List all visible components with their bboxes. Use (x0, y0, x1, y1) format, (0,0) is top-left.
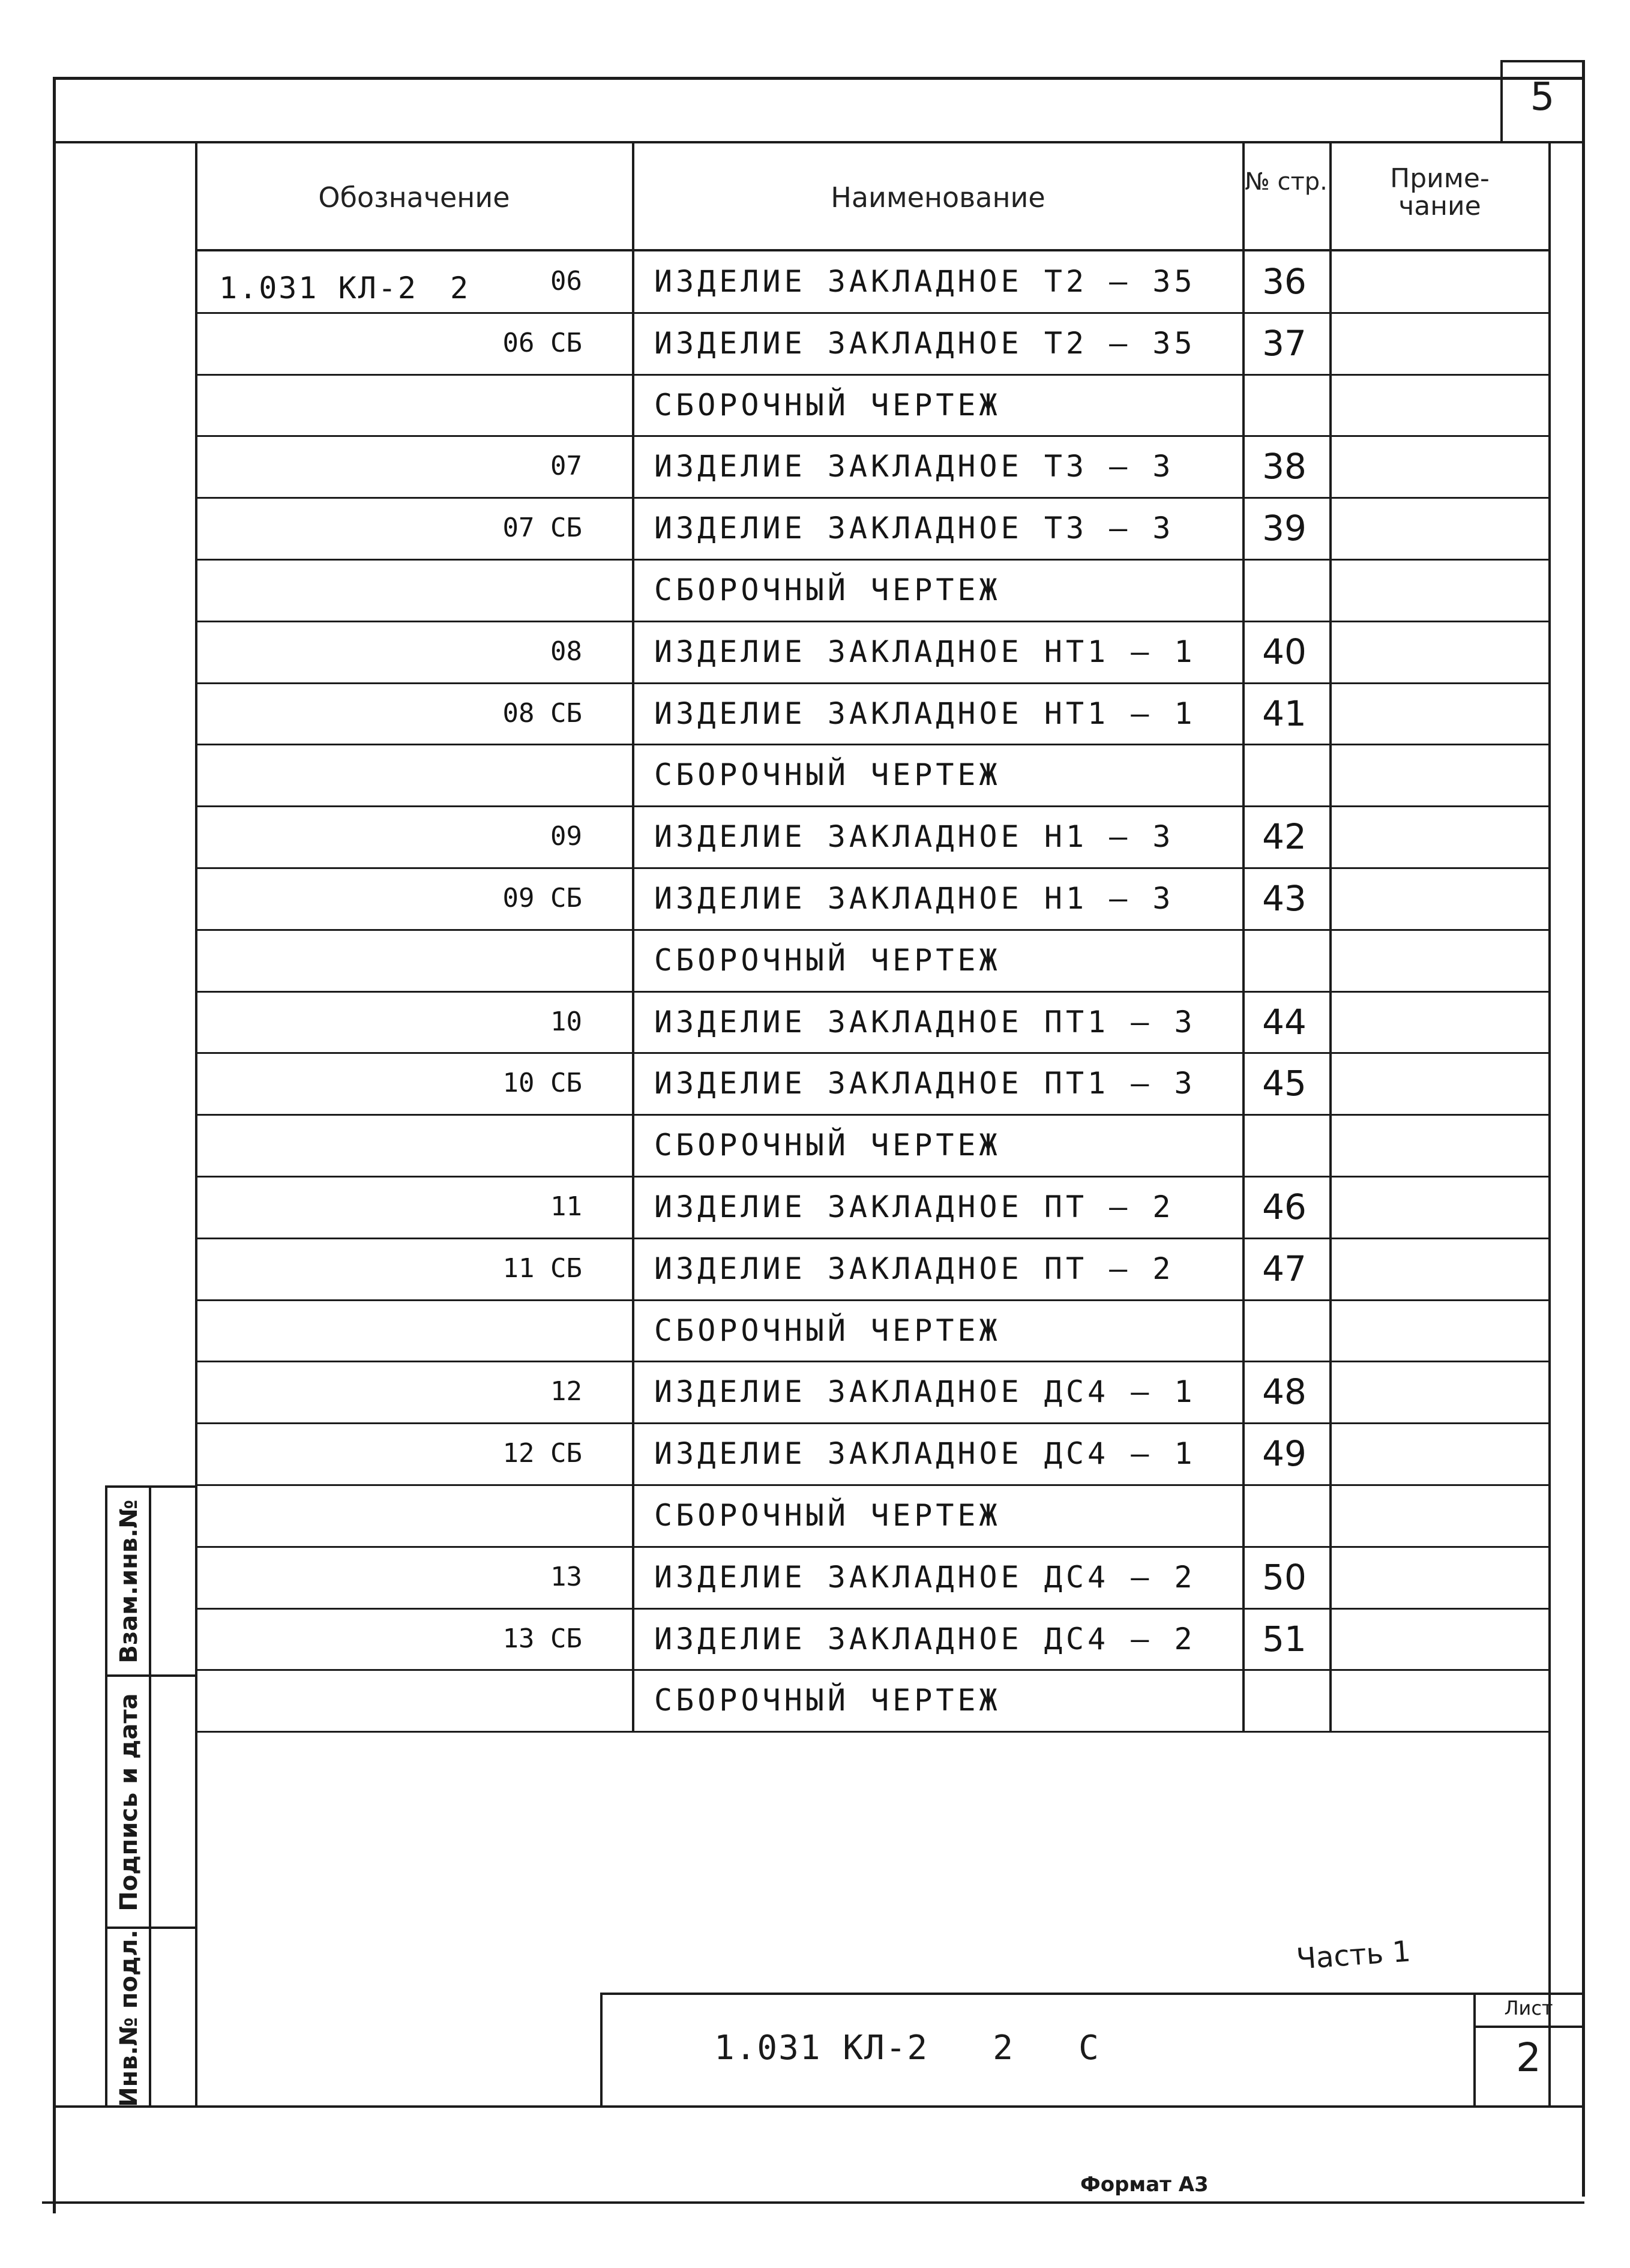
row-page: 46 (1262, 1187, 1307, 1227)
row-page: 47 (1262, 1248, 1307, 1289)
row-code: 12 СБ (502, 1438, 582, 1469)
col-sep-page-note (1329, 141, 1332, 1731)
row-name: ИЗДЕЛИЕ ЗАКЛАДНОЕ ПТ — 2 (654, 1251, 1174, 1286)
row-code: 06 СБ (502, 327, 582, 358)
row-page: 45 (1262, 1063, 1307, 1104)
row-code: 10 (550, 1006, 582, 1037)
row-name: СБОРОЧНЫЙ ЧЕРТЕЖ (654, 573, 1001, 607)
row-code (462, 1670, 582, 1730)
title-sheet-number: 2 (1516, 2035, 1541, 2081)
row-page (1245, 375, 1323, 435)
row-code (462, 375, 582, 435)
row-name: ИЗДЕЛИЕ ЗАКЛАДНОЕ ПТ1 — 3 (654, 1004, 1196, 1039)
col-sep-designation-name (632, 141, 634, 1731)
row-name: СБОРОЧНЫЙ ЧЕРТЕЖ (654, 757, 1001, 793)
frame-bottom (42, 2201, 1584, 2204)
row-name: ИЗДЕЛИЕ ЗАКЛАДНОЕ Н1 — 3 (654, 819, 1174, 855)
row-code: 11 СБ (502, 1253, 582, 1284)
doc-issue: 2 (450, 271, 469, 305)
title-sheet-box-left (1473, 1993, 1476, 2107)
row-name: ИЗДЕЛИЕ ЗАКЛАДНОЕ ДС4 — 1 (654, 1374, 1196, 1410)
row-page (1245, 560, 1323, 620)
row-name: ИЗДЕЛИЕ ЗАКЛАДНОЕ Т2 — 35 (654, 264, 1196, 299)
title-sheet-box-mid (1473, 2026, 1584, 2028)
row-code: 09 СБ (502, 883, 582, 913)
row-page: 36 (1262, 261, 1307, 302)
stamp-top (105, 1485, 196, 1488)
title-block-left (600, 1993, 603, 2107)
title-block-top (600, 1993, 1584, 1995)
label-vzam-inv: Взам.инв.№ (115, 1499, 143, 1664)
title-designation: 1.031 КЛ-2 2 С (714, 2029, 1100, 2068)
row-code: 12 (550, 1376, 582, 1407)
row-name: ИЗДЕЛИЕ ЗАКЛАДНОЕ ДС4 — 1 (654, 1436, 1196, 1472)
row-name: СБОРОЧНЫЙ ЧЕРТЕЖ (654, 387, 1001, 423)
row-page (1245, 1301, 1323, 1361)
row-name: ИЗДЕЛИЕ ЗАКЛАДНОЕ ДС4 — 2 (654, 1559, 1196, 1595)
row-page (1245, 1485, 1323, 1545)
row-page: 51 (1262, 1618, 1307, 1659)
row-name: ИЗДЕЛИЕ ЗАКЛАДНОЕ НТ1 — 1 (654, 634, 1196, 669)
row-page: 43 (1262, 878, 1307, 919)
stamp-h1 (105, 1674, 196, 1677)
frame-right (1582, 60, 1585, 2197)
row-page (1245, 1670, 1323, 1730)
row-code (462, 745, 582, 805)
row-code: 07 (550, 451, 582, 482)
row-name: ИЗДЕЛИЕ ЗАКЛАДНОЕ Т3 — 3 (654, 449, 1174, 484)
row-name: ИЗДЕЛИЕ ЗАКЛАДНОЕ ПТ — 2 (654, 1190, 1174, 1224)
row-code: 09 (550, 821, 582, 852)
stamp-outer-left (105, 1485, 107, 2108)
row-name: ИЗДЕЛИЕ ЗАКЛАДНОЕ НТ1 — 1 (654, 696, 1196, 731)
row-code: 13 (550, 1561, 582, 1592)
row-name: ИЗДЕЛИЕ ЗАКЛАДНОЕ Т3 — 3 (654, 511, 1174, 546)
row-code: 08 СБ (502, 697, 582, 729)
header-name: Наименование (831, 181, 1045, 214)
row-page: 50 (1262, 1556, 1307, 1598)
row-separator (195, 1731, 1550, 1733)
header-separator (53, 141, 1583, 143)
row-name: СБОРОЧНЫЙ ЧЕРТЕЖ (654, 1498, 1001, 1533)
row-code: 13 СБ (502, 1623, 582, 1654)
row-page (1245, 1115, 1323, 1175)
doc-series: 1.031 КЛ-2 (219, 271, 418, 305)
row-code (462, 1301, 582, 1361)
label-inv-podl: Инв.№ подл. (115, 1930, 143, 2107)
header-designation: Обозначение (318, 181, 510, 214)
row-code: 07 СБ (502, 513, 582, 544)
row-page (1245, 745, 1323, 805)
row-name: СБОРОЧНЫЙ ЧЕРТЕЖ (654, 942, 1001, 978)
part-label: Часть 1 (1295, 1934, 1412, 1976)
label-podpis-data: Подпись и дата (115, 1693, 143, 1912)
format-label: Формат А3 (1080, 2173, 1209, 2197)
row-code: 11 (550, 1191, 582, 1222)
frame-top (53, 77, 1583, 80)
row-page: 39 (1262, 508, 1307, 549)
frame-left (53, 77, 56, 2213)
row-code: 06 (550, 266, 582, 296)
row-name: ИЗДЕЛИЕ ЗАКЛАДНОЕ ДС4 — 2 (654, 1621, 1196, 1656)
sheet-box-top (1500, 60, 1584, 62)
col-sep-name-page (1242, 141, 1245, 1731)
stamp-divider (149, 1485, 151, 2108)
row-page: 41 (1262, 693, 1307, 734)
title-sheet-label: Лист (1504, 1997, 1553, 2020)
row-code (462, 560, 582, 620)
row-page: 44 (1262, 1001, 1307, 1042)
header-note: Приме- чание (1390, 163, 1490, 222)
row-page: 49 (1262, 1433, 1307, 1475)
row-name: ИЗДЕЛИЕ ЗАКЛАДНОЕ Н1 — 3 (654, 881, 1174, 916)
sheet-number-top: 5 (1530, 75, 1555, 119)
inner-bottom-line (53, 2105, 1583, 2108)
row-page: 40 (1262, 631, 1307, 672)
row-page (1245, 930, 1323, 990)
header-page-no: № стр. (1245, 168, 1328, 196)
row-page: 38 (1262, 446, 1307, 487)
row-name: СБОРОЧНЫЙ ЧЕРТЕЖ (654, 1128, 1001, 1163)
row-name: СБОРОЧНЫЙ ЧЕРТЕЖ (654, 1683, 1001, 1718)
row-code (462, 1115, 582, 1175)
row-page: 37 (1262, 322, 1307, 364)
row-page: 42 (1262, 816, 1307, 858)
row-name: ИЗДЕЛИЕ ЗАКЛАДНОЕ ПТ1 — 3 (654, 1066, 1196, 1101)
row-code (462, 1485, 582, 1545)
row-code: 08 (550, 636, 582, 667)
row-name: СБОРОЧНЫЙ ЧЕРТЕЖ (654, 1313, 1001, 1348)
row-code (462, 930, 582, 990)
row-page: 48 (1262, 1371, 1307, 1413)
sheet-box-left (1500, 60, 1503, 141)
row-code: 10 СБ (502, 1068, 582, 1099)
row-name: ИЗДЕЛИЕ ЗАКЛАДНОЕ Т2 — 35 (654, 325, 1196, 361)
